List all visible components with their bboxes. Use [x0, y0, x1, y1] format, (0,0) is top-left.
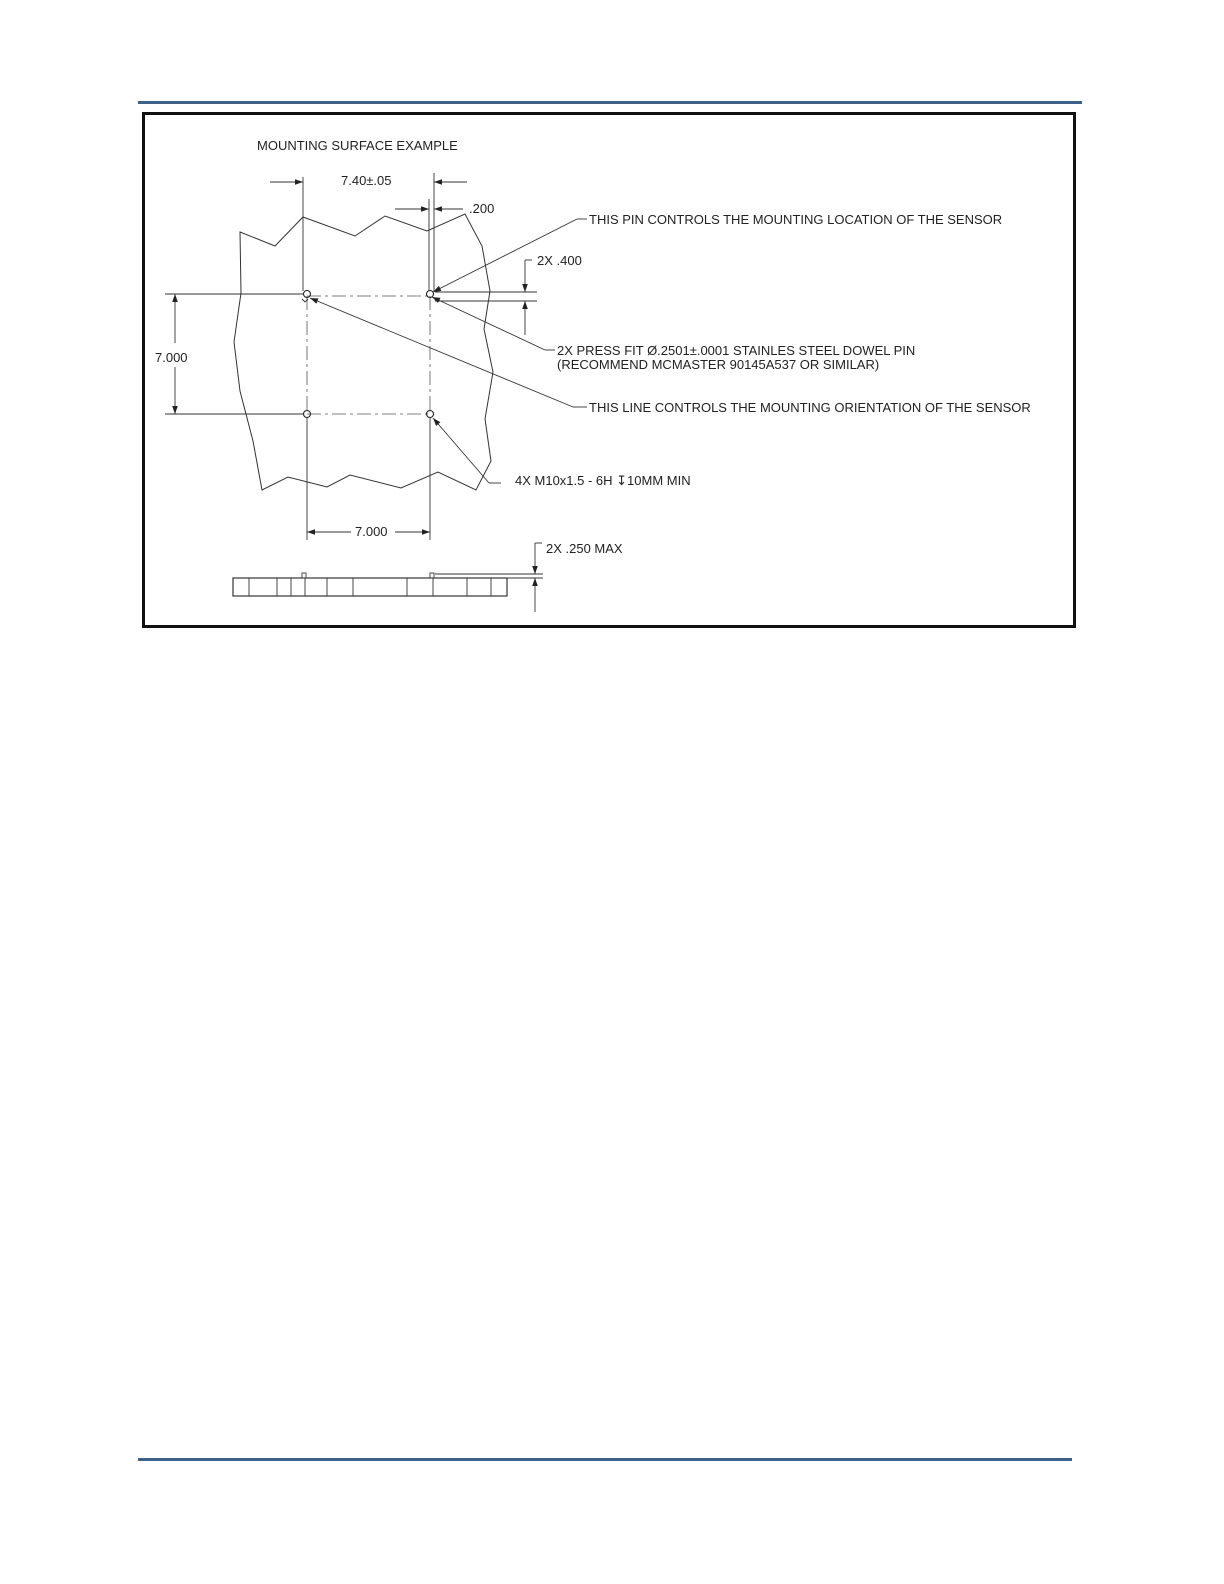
mounting-drawing: [145, 115, 1073, 625]
leader-dowel-pin: [432, 297, 545, 350]
side-view: [233, 573, 507, 596]
callout-location-pin: THIS PIN CONTROLS THE MOUNTING LOCATION OF THE SENSOR: [589, 212, 1003, 227]
callout-tapped-holes: 4X M10x1.5 - 6H ↧10MM MIN: [515, 473, 691, 488]
dim-pin-offset: .200: [469, 201, 495, 216]
drawing-frame: [142, 112, 1076, 628]
drawing-title: MOUNTING SURFACE EXAMPLE: [257, 138, 458, 153]
dim-vertical: 7.000: [155, 350, 188, 365]
header-rule: [138, 101, 1082, 104]
callout-orientation: THIS LINE CONTROLS THE MOUNTING ORIENTATION OF THE SENSOR: [589, 400, 1031, 415]
dim-pin-height: 2X .400: [537, 253, 582, 268]
footer-rule: [138, 1458, 1072, 1461]
leader-orientation: [310, 298, 573, 407]
surface-outline: [234, 214, 493, 490]
callout-dowel-line2: (RECOMMEND MCMASTER 90145A537 OR SIMILAR): [557, 357, 880, 372]
dim-max-height: 2X .250 MAX: [546, 541, 623, 556]
dim-pin-spacing: 7.40±.05: [341, 173, 392, 188]
callout-dowel-line1: 2X PRESS FIT Ø.2501±.0001 STAINLES STEEL DOWEL PIN: [557, 343, 916, 358]
dim-horizontal: 7.000: [355, 524, 388, 539]
